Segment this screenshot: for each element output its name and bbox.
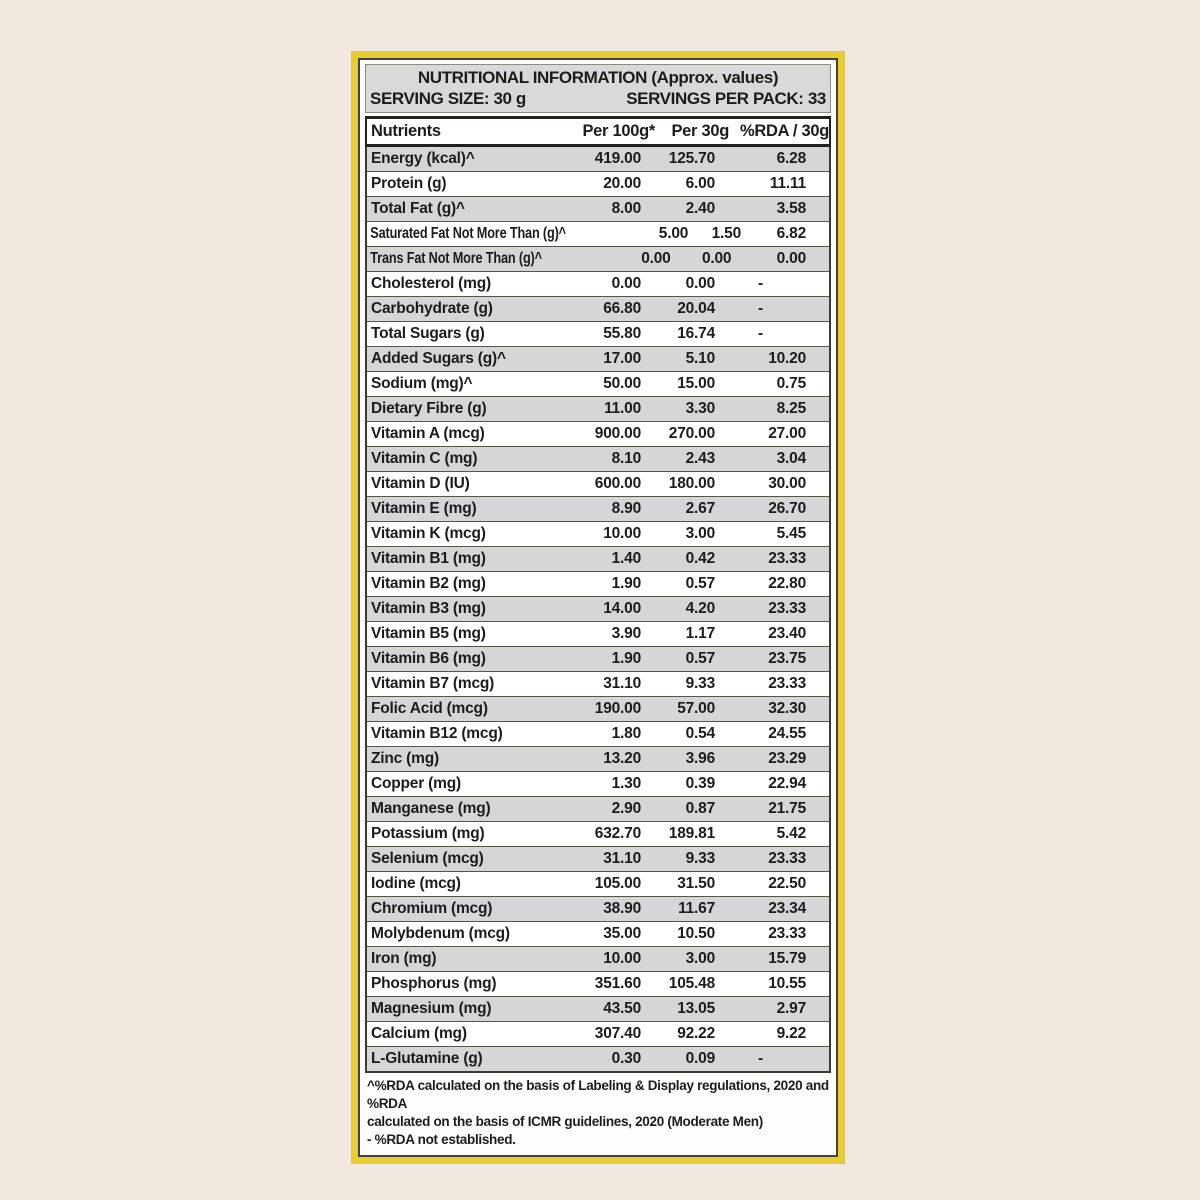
rda-value: 0.00	[776, 250, 807, 267]
per-30g-value: 20.04	[677, 300, 715, 317]
table-row	[367, 846, 829, 871]
table-row	[367, 571, 829, 596]
per-100g-value: 600.00	[594, 475, 641, 492]
nutrient-name: Vitamin D (IU)	[371, 475, 470, 492]
nutrient-name: Protein (g)	[371, 175, 447, 192]
table-row	[367, 696, 829, 721]
table-row	[367, 621, 829, 646]
nutrient-name: Zinc (mg)	[371, 750, 439, 767]
nutrient-name: Vitamin B12 (mcg)	[371, 725, 503, 742]
nutrient-name: Folic Acid (mcg)	[371, 700, 488, 717]
per-30g-value: 3.30	[685, 400, 715, 417]
per-30g-value: 9.33	[685, 675, 715, 692]
rda-value: 27.00	[768, 425, 806, 442]
table-row	[367, 771, 829, 796]
per-30g-value: 0.00	[685, 275, 715, 292]
table-row	[367, 321, 829, 346]
label-header-band	[365, 64, 831, 113]
nutrition-table-body	[365, 147, 831, 1073]
table-row	[367, 496, 829, 521]
per-100g-value: 8.10	[611, 450, 641, 467]
table-row	[367, 246, 829, 271]
per-100g-value: 31.10	[603, 850, 641, 867]
table-row	[367, 996, 829, 1021]
footnote-line: ^%RDA calculated on the basis of Labeling & Display regulations, 2020 and %RDA	[367, 1078, 829, 1111]
nutrient-name: Chromium (mcg)	[371, 900, 493, 917]
table-row	[367, 946, 829, 971]
per-30g-value: 31.50	[677, 875, 715, 892]
table-row	[367, 746, 829, 771]
rda-value: 23.75	[768, 650, 806, 667]
table-row	[367, 546, 829, 571]
per-100g-value: 35.00	[603, 925, 641, 942]
per-100g-value: 17.00	[603, 350, 641, 367]
rda-value: 23.33	[768, 925, 806, 942]
nutrient-name: Magnesium (mg)	[371, 1000, 492, 1017]
per-100g-value: 50.00	[603, 375, 641, 392]
per-30g-value: 189.81	[668, 825, 715, 842]
table-row	[367, 196, 829, 221]
serving-size: SERVING SIZE: 30 g	[370, 89, 526, 108]
per-30g-value: 0.57	[685, 575, 715, 592]
table-row	[367, 821, 829, 846]
nutrient-name: Iodine (mcg)	[371, 875, 461, 892]
rda-value: 5.45	[776, 525, 806, 542]
nutrient-name: Carbohydrate (g)	[371, 300, 493, 317]
per-30g-value: 4.20	[685, 600, 715, 617]
footnote-line: calculated on the basis of ICMR guidelines, 2020 (Moderate Men)	[367, 1114, 763, 1129]
rda-value: -	[758, 1050, 763, 1067]
table-row	[367, 271, 829, 296]
per-100g-value: 0.30	[611, 1050, 641, 1067]
label-title: NUTRITIONAL INFORMATION (Approx. values)	[417, 68, 779, 87]
label-inner-frame	[358, 58, 838, 1157]
rda-value: 24.55	[768, 725, 806, 742]
rda-value: 22.94	[768, 775, 806, 792]
nutrient-name: Total Fat (g)^	[371, 200, 465, 217]
per-100g-value: 14.00	[603, 600, 641, 617]
per-30g-value: 0.87	[685, 800, 715, 817]
per-100g-value: 8.90	[611, 500, 641, 517]
per-30g-value: 1.50	[711, 225, 742, 242]
rda-value: 23.34	[768, 900, 806, 917]
per-30g-value: 11.67	[678, 900, 715, 917]
rda-value: 11.11	[769, 175, 806, 192]
nutrient-name: Potassium (mg)	[371, 825, 485, 842]
rda-value: 21.75	[768, 800, 806, 817]
per-30g-value: 125.70	[668, 150, 715, 167]
per-100g-value: 31.10	[603, 675, 641, 692]
per-30g-value: 0.57	[685, 650, 715, 667]
per-100g-value: 13.20	[603, 750, 641, 767]
per-100g-value: 1.90	[611, 575, 641, 592]
table-row	[367, 671, 829, 696]
table-row	[367, 396, 829, 421]
rda-value: -	[758, 300, 763, 317]
per-30g-value: 180.00	[668, 475, 715, 492]
per-100g-value: 900.00	[594, 425, 641, 442]
per-30g-value: 2.43	[685, 450, 715, 467]
table-row	[367, 171, 829, 196]
per-30g-value: 3.00	[685, 950, 715, 967]
rda-value: 3.58	[776, 200, 806, 217]
per-30g-value: 270.00	[668, 425, 715, 442]
rda-value: 8.25	[776, 400, 806, 417]
per-30g-value: 105.48	[668, 975, 715, 992]
table-row	[367, 296, 829, 321]
nutrient-name: Selenium (mcg)	[371, 850, 484, 867]
table-row	[367, 796, 829, 821]
table-row	[367, 147, 829, 171]
nutrient-name: Sodium (mg)^	[371, 375, 473, 392]
per-30g-value: 0.54	[685, 725, 715, 742]
per-100g-value: 20.00	[603, 175, 641, 192]
rda-value: 10.20	[768, 350, 806, 367]
nutrient-name: Trans Fat Not More Than (g)^	[370, 250, 542, 267]
per-100g-value: 0.00	[611, 275, 641, 292]
table-row	[367, 1021, 829, 1046]
nutrient-name: Energy (kcal)^	[371, 150, 475, 167]
table-row	[367, 521, 829, 546]
nutrient-name: Vitamin B5 (mg)	[371, 625, 486, 642]
nutrient-name: Vitamin B7 (mcg)	[371, 675, 495, 692]
rda-value: 5.42	[776, 825, 806, 842]
rda-value: 30.00	[768, 475, 806, 492]
rda-value: 23.33	[768, 850, 806, 867]
column-header-per-30g: Per 30g	[671, 122, 729, 140]
per-30g-value: 3.00	[685, 525, 715, 542]
rda-value: 2.97	[776, 1000, 806, 1017]
nutrient-name: Vitamin B1 (mg)	[371, 550, 486, 567]
per-30g-value: 1.17	[685, 625, 715, 642]
table-row	[367, 371, 829, 396]
nutrient-name: Phosphorus (mg)	[371, 975, 497, 992]
per-100g-value: 10.00	[603, 950, 641, 967]
nutrient-name: Vitamin C (mg)	[371, 450, 478, 467]
nutrient-name: Vitamin E (mg)	[371, 500, 477, 517]
rda-value: 26.70	[768, 500, 806, 517]
per-100g-value: 190.00	[594, 700, 641, 717]
rda-value: 15.79	[768, 950, 806, 967]
per-100g-value: 1.80	[611, 725, 641, 742]
nutrient-name: Dietary Fibre (g)	[371, 400, 487, 417]
nutrient-name: Vitamin A (mcg)	[371, 425, 485, 442]
table-row	[367, 721, 829, 746]
rda-value: 0.75	[776, 375, 806, 392]
per-100g-value: 632.70	[594, 825, 641, 842]
nutrient-name: Manganese (mg)	[371, 800, 491, 817]
rda-value: 6.28	[776, 150, 806, 167]
nutrient-name: Molybdenum (mcg)	[371, 925, 510, 942]
rda-value: 3.04	[776, 450, 806, 467]
table-row	[367, 921, 829, 946]
table-row	[367, 346, 829, 371]
table-row	[367, 871, 829, 896]
rda-value: 6.82	[776, 225, 806, 242]
rda-value: 23.33	[768, 600, 806, 617]
nutrient-name: Copper (mg)	[371, 775, 461, 792]
per-30g-value: 3.96	[685, 750, 715, 767]
label-footnote	[365, 1073, 831, 1150]
per-30g-value: 0.00	[701, 250, 732, 267]
per-100g-value: 2.90	[611, 800, 641, 817]
rda-value: 23.40	[768, 625, 806, 642]
per-100g-value: 0.00	[641, 250, 671, 267]
per-100g-value: 105.00	[594, 875, 641, 892]
per-100g-value: 11.00	[604, 400, 641, 417]
per-30g-value: 0.09	[685, 1050, 715, 1067]
per-100g-value: 66.80	[603, 300, 641, 317]
per-30g-value: 9.33	[685, 850, 715, 867]
table-row	[367, 221, 829, 246]
rda-value: 9.22	[776, 1025, 806, 1042]
rda-value: 32.30	[768, 700, 806, 717]
column-header-per-100g: Per 100g*	[582, 122, 655, 140]
per-30g-value: 92.22	[677, 1025, 715, 1042]
table-row	[367, 446, 829, 471]
per-30g-value: 0.42	[685, 550, 715, 567]
per-30g-value: 2.40	[685, 200, 715, 217]
per-30g-value: 16.74	[677, 325, 715, 342]
serving-info-line	[370, 88, 826, 109]
table-row	[367, 646, 829, 671]
nutrient-name: Total Sugars (g)	[371, 325, 485, 342]
table-row	[367, 971, 829, 996]
per-100g-value: 419.00	[594, 150, 641, 167]
per-100g-value: 307.40	[594, 1025, 641, 1042]
nutrient-name: Added Sugars (g)^	[371, 350, 506, 367]
footnote-line: - %RDA not established.	[367, 1132, 516, 1147]
per-30g-value: 13.05	[677, 1000, 715, 1017]
column-header-rda: %RDA / 30g	[740, 122, 829, 140]
per-100g-value: 55.80	[603, 325, 641, 342]
rda-value: 10.55	[768, 975, 806, 992]
table-row	[367, 1046, 829, 1071]
nutrient-name: Vitamin B2 (mg)	[371, 575, 486, 592]
column-header-nutrients: Nutrients	[371, 122, 441, 140]
per-100g-value: 5.00	[658, 225, 689, 242]
per-30g-value: 57.00	[677, 700, 715, 717]
nutrient-name: Saturated Fat Not More Than (g)^	[370, 225, 566, 242]
per-100g-value: 38.90	[603, 900, 641, 917]
table-row	[367, 471, 829, 496]
per-100g-value: 10.00	[603, 525, 641, 542]
per-30g-value: 5.10	[685, 350, 715, 367]
rda-value: 23.33	[768, 675, 806, 692]
table-column-header-row	[365, 116, 831, 147]
table-row	[367, 896, 829, 921]
per-100g-value: 351.60	[594, 975, 641, 992]
servings-per-pack: SERVINGS PER PACK: 33	[626, 89, 826, 108]
per-100g-value: 1.40	[611, 550, 641, 567]
per-100g-value: 1.90	[611, 650, 641, 667]
rda-value: -	[758, 325, 763, 342]
nutrient-name: Calcium (mg)	[371, 1025, 467, 1042]
nutrient-name: Vitamin K (mcg)	[371, 525, 486, 542]
per-30g-value: 2.67	[685, 500, 715, 517]
table-row	[367, 421, 829, 446]
per-100g-value: 3.90	[611, 625, 641, 642]
rda-value: 22.80	[768, 575, 806, 592]
per-30g-value: 10.50	[677, 925, 715, 942]
nutrient-name: Cholesterol (mg)	[371, 275, 491, 292]
per-100g-value: 43.50	[603, 1000, 641, 1017]
nutrient-name: Iron (mg)	[371, 950, 437, 967]
per-100g-value: 1.30	[611, 775, 641, 792]
nutrient-name: Vitamin B3 (mg)	[371, 600, 486, 617]
nutrient-name: Vitamin B6 (mg)	[371, 650, 486, 667]
nutrient-name: L-Glutamine (g)	[371, 1050, 483, 1067]
nutrition-label-card	[352, 52, 844, 1163]
per-30g-value: 6.00	[685, 175, 715, 192]
per-30g-value: 15.00	[677, 375, 715, 392]
rda-value: -	[758, 275, 763, 292]
per-30g-value: 0.39	[685, 775, 715, 792]
rda-value: 23.29	[768, 750, 806, 767]
per-100g-value: 8.00	[611, 200, 641, 217]
rda-value: 22.50	[768, 875, 806, 892]
table-row	[367, 596, 829, 621]
rda-value: 23.33	[768, 550, 806, 567]
